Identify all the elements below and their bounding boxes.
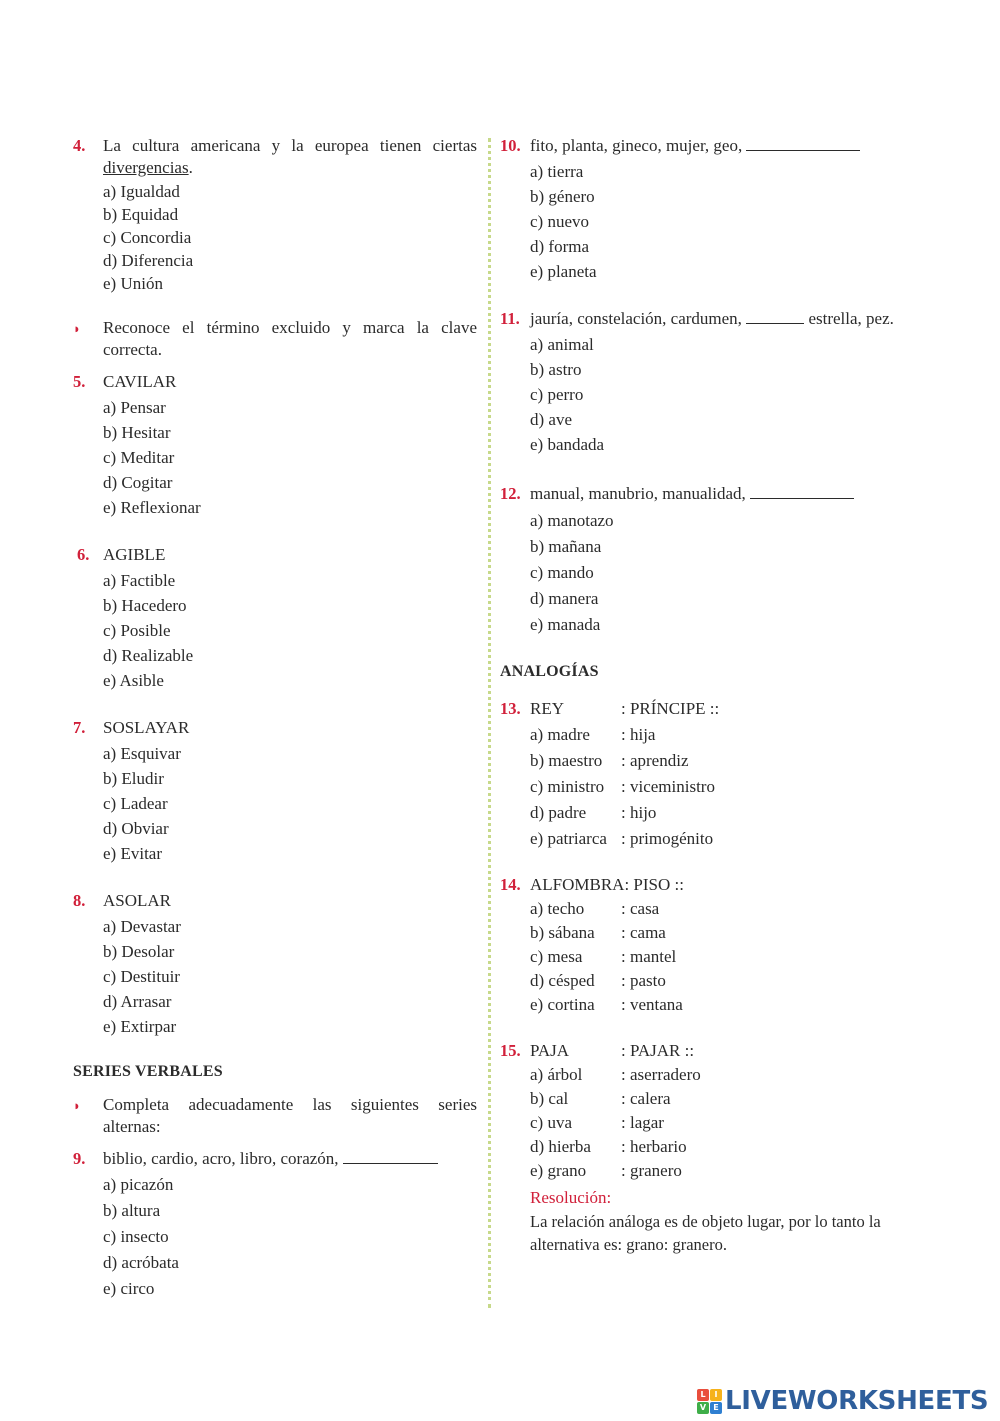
question-4 xyxy=(73,135,477,295)
option-e[interactable]: e) patriarca : primogénito xyxy=(530,829,714,848)
question-11 xyxy=(500,308,904,457)
option-d[interactable]: d) ave xyxy=(530,410,573,429)
option-d[interactable]: d) acróbata xyxy=(103,1253,179,1272)
option-c[interactable]: c) nuevo xyxy=(530,212,590,231)
answer-blank[interactable] xyxy=(343,1150,438,1164)
question-10 xyxy=(500,135,904,284)
liveworksheets-logo xyxy=(697,1386,988,1416)
option-b[interactable]: b) Equidad xyxy=(103,205,179,224)
option-b[interactable]: b) maestro : aprendiz xyxy=(530,751,689,770)
option-e[interactable]: e) Asible xyxy=(103,671,164,690)
option-e[interactable]: e) planeta xyxy=(530,262,597,281)
option-d[interactable]: d) forma xyxy=(530,237,590,256)
question-13 xyxy=(500,698,904,852)
option-a[interactable]: a) Esquivar xyxy=(103,744,181,763)
option-a[interactable]: a) árbol : aserradero xyxy=(530,1065,701,1084)
option-c[interactable]: c) mando xyxy=(530,563,594,582)
question-9 xyxy=(73,1148,477,1302)
question-6 xyxy=(73,544,477,693)
option-a[interactable]: a) Pensar xyxy=(103,398,166,417)
question-7 xyxy=(73,717,477,866)
question-stem: manual, manubrio, manualidad, xyxy=(530,483,904,505)
answer-blank[interactable] xyxy=(746,310,804,324)
question-12 xyxy=(500,483,904,638)
question-stem: jauría, constelación, cardumen, estrella, pez. xyxy=(530,309,894,328)
bullet-icon: ◗ xyxy=(73,1098,81,1113)
option-a[interactable]: a) Factible xyxy=(103,571,176,590)
question-stem: La cultura americana y la europea tienen ciertas divergencias. xyxy=(103,136,477,177)
question-number: 11. xyxy=(500,309,520,328)
option-e[interactable]: e) Reflexionar xyxy=(103,498,201,517)
option-c[interactable]: c) Posible xyxy=(103,621,171,640)
question-word: SOSLAYAR xyxy=(103,718,190,737)
question-number: 10. xyxy=(500,136,521,155)
option-c[interactable]: c) Concordia xyxy=(103,228,192,247)
question-stem: ALFOMBRA: PISO :: xyxy=(530,875,684,894)
resolution-text: La relación análoga es de objeto lugar, por lo tanto la alternativa es: grano: granero. xyxy=(530,1212,881,1254)
option-a[interactable]: a) manotazo xyxy=(530,511,614,530)
question-stem: biblio, cardio, acro, libro, corazón, xyxy=(103,1148,477,1170)
option-a[interactable]: a) Devastar xyxy=(103,917,181,936)
question-word: ASOLAR xyxy=(103,891,172,910)
question-number: 12. xyxy=(500,484,521,503)
resolution-title: Resolución: xyxy=(530,1188,612,1207)
option-c[interactable]: c) uva : lagar xyxy=(530,1113,664,1132)
bullet-icon: ◗ xyxy=(73,321,81,336)
option-e[interactable]: e) manada xyxy=(530,615,601,634)
question-15 xyxy=(500,1040,904,1256)
option-b[interactable]: b) género xyxy=(530,187,595,206)
option-c[interactable]: c) Ladear xyxy=(103,794,168,813)
option-d[interactable]: d) Cogitar xyxy=(103,473,173,492)
option-b[interactable]: b) cal : calera xyxy=(530,1089,671,1108)
option-e[interactable]: e) grano : granero xyxy=(530,1161,682,1180)
option-c[interactable]: c) Destituir xyxy=(103,967,180,986)
section-heading-analogias: ANALOGÍAS xyxy=(500,663,599,680)
option-d[interactable]: d) manera xyxy=(530,589,599,608)
option-b[interactable]: b) Hacedero xyxy=(103,596,187,615)
option-b[interactable]: b) mañana xyxy=(530,537,602,556)
option-c[interactable]: c) insecto xyxy=(103,1227,169,1246)
question-number: 9. xyxy=(73,1149,86,1168)
answer-blank[interactable] xyxy=(746,137,860,151)
option-a[interactable]: a) techo : casa xyxy=(530,899,660,918)
option-c[interactable]: c) mesa : mantel xyxy=(530,947,677,966)
question-14 xyxy=(500,874,904,1017)
option-b[interactable]: b) Hesitar xyxy=(103,423,171,442)
option-a[interactable]: a) madre : hija xyxy=(530,725,656,744)
question-number: 5. xyxy=(73,372,86,391)
question-5 xyxy=(73,371,477,520)
option-e[interactable]: e) Extirpar xyxy=(103,1017,177,1036)
option-e[interactable]: e) circo xyxy=(103,1279,155,1298)
option-a[interactable]: a) Igualdad xyxy=(103,182,180,201)
option-d[interactable]: d) Realizable xyxy=(103,646,194,665)
underlined-word: divergencias xyxy=(103,158,189,177)
option-d[interactable]: d) césped : pasto xyxy=(530,971,666,990)
answer-blank[interactable] xyxy=(750,485,854,499)
option-e[interactable]: e) bandada xyxy=(530,435,605,454)
left-column xyxy=(73,135,477,1302)
option-d[interactable]: d) Obviar xyxy=(103,819,169,838)
option-b[interactable]: b) Desolar xyxy=(103,942,175,961)
option-b[interactable]: b) altura xyxy=(103,1201,161,1220)
option-b[interactable]: b) Eludir xyxy=(103,769,164,788)
logo-text: LIVEWORKSHEETS xyxy=(725,1386,989,1416)
option-d[interactable]: d) Diferencia xyxy=(103,251,194,270)
right-column xyxy=(500,135,904,1256)
question-number: 15. xyxy=(500,1041,521,1060)
option-c[interactable]: c) perro xyxy=(530,385,584,404)
option-a[interactable]: a) animal xyxy=(530,335,594,354)
question-8 xyxy=(73,890,477,1039)
question-stem: PAJA : PAJAR :: xyxy=(530,1041,695,1060)
question-number: 14. xyxy=(500,875,521,894)
question-number: 6. xyxy=(77,545,90,564)
question-stem: fito, planta, gineco, mujer, geo, xyxy=(530,135,904,157)
logo-icon: L I V E xyxy=(697,1389,722,1414)
question-number: 7. xyxy=(73,718,86,737)
question-number: 8. xyxy=(73,891,86,910)
instruction-excluded-term: ◗ Reconoce el término excluido y marca la clave correcta. xyxy=(73,318,477,359)
option-e[interactable]: e) Unión xyxy=(103,274,163,293)
option-b[interactable]: b) astro xyxy=(530,360,582,379)
question-word: CAVILAR xyxy=(103,372,177,391)
option-c[interactable]: c) Meditar xyxy=(103,448,175,467)
option-a[interactable]: a) tierra xyxy=(530,162,584,181)
option-c[interactable]: c) ministro : viceministro xyxy=(530,777,715,796)
column-divider xyxy=(488,138,491,1308)
question-word: AGIBLE xyxy=(103,545,166,564)
question-number: 4. xyxy=(73,136,86,155)
question-number: 13. xyxy=(500,699,521,718)
section-heading-series: SERIES VERBALES xyxy=(73,1063,223,1080)
options-list xyxy=(73,180,477,295)
resolution-block xyxy=(500,1186,904,1256)
option-e[interactable]: e) Evitar xyxy=(103,844,162,863)
option-b[interactable]: b) sábana : cama xyxy=(530,923,666,942)
option-d[interactable]: d) Arrasar xyxy=(103,992,172,1011)
option-d[interactable]: d) hierba : herbario xyxy=(530,1137,687,1156)
instruction-series: ◗ Completa adecuadamente las siguientes series alternas: xyxy=(73,1095,477,1136)
option-a[interactable]: a) picazón xyxy=(103,1175,174,1194)
option-e[interactable]: e) cortina : ventana xyxy=(530,995,683,1014)
question-stem: REY : PRÍNCIPE :: xyxy=(530,699,720,718)
option-d[interactable]: d) padre : hijo xyxy=(530,803,657,822)
